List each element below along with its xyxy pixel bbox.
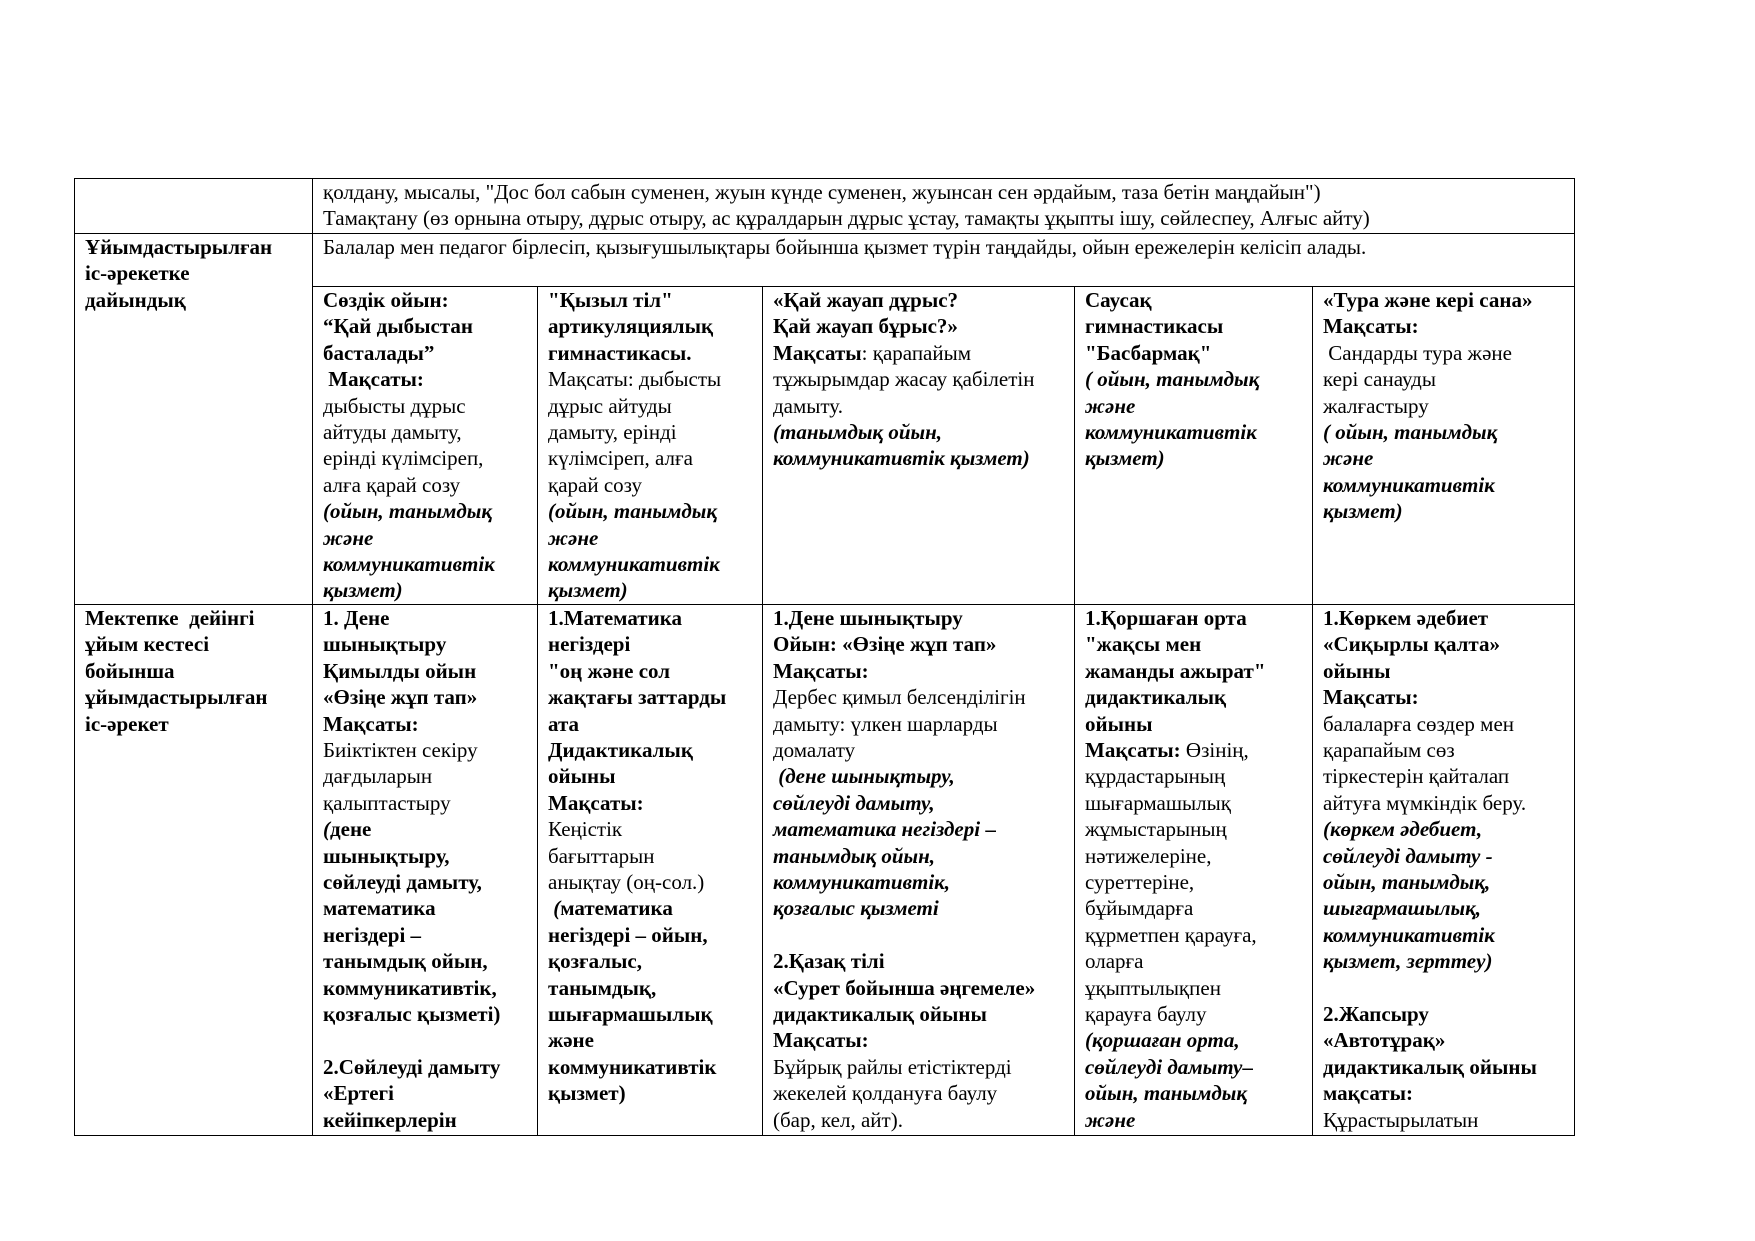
text-line: «Тура және кері сана»: [1323, 288, 1533, 312]
table-row: [75, 234, 1575, 287]
text-line: танымдық ойын,: [323, 949, 488, 974]
text-line: Дербес қимыл белсенділігін: [773, 685, 1026, 710]
text-line: «Сиқырлы қалта»: [1323, 632, 1500, 657]
text-line: (ойын, танымдық: [323, 499, 492, 524]
text-line: қозғалыс қызметі): [323, 1001, 501, 1026]
text-line: жақтағы заттарды: [548, 685, 727, 710]
prep-cell-word-game: [313, 287, 538, 605]
text-line: Қимылды ойын: [323, 658, 477, 683]
text-line: дамыту, ерінді: [548, 420, 677, 445]
text-line: "оң және сол: [548, 658, 671, 683]
text-line: артикуляциялық: [548, 314, 714, 339]
text-line: 1.Дене шынықтыру: [773, 605, 963, 630]
text-line: айтуды дамыту,: [323, 420, 462, 445]
text-line: 2.Сөйлеуді дамыту: [323, 1054, 501, 1079]
text-line: қозғалыс,: [548, 949, 643, 974]
text-line: ойын, танымдық: [1085, 1081, 1247, 1106]
text-line: ойыны: [1323, 658, 1391, 683]
text-line: коммуникативтік,: [773, 869, 951, 894]
blank-line: [773, 922, 1066, 948]
text-line: және: [548, 1028, 594, 1053]
text-run: (: [548, 896, 561, 921]
row-label-line: ұйым кестесі: [85, 632, 210, 657]
text-line: Дидактикалық: [548, 737, 693, 762]
text-line: (бар, кел, айт).: [773, 1107, 903, 1132]
text-line: Құрастырылатын: [1323, 1107, 1479, 1132]
row-label-line: Ұйымдастырылған: [85, 235, 273, 259]
text-line: дұрыс айтуды: [548, 393, 672, 418]
text-line: шығармашылық,: [1323, 896, 1481, 921]
text-line: ата: [548, 711, 580, 736]
text-line: Сөздік ойын:: [323, 288, 449, 312]
text-line: коммуникативтік: [323, 552, 495, 577]
text-line: бағыттарын: [548, 843, 655, 868]
text-run: сөйлеуді дамыту: [1085, 1054, 1243, 1079]
text-run: : қарапайым: [861, 340, 972, 365]
text-line: қызмет): [548, 578, 628, 603]
text-line: математика: [323, 896, 436, 921]
row-label-line: іс-әрекетке: [85, 261, 190, 286]
text-line: танымдық ойын,: [773, 843, 935, 868]
text-line: Бұйрық райлы етістіктерді: [773, 1054, 1012, 1079]
text-run: Мақсаты: [773, 340, 862, 365]
text-line: басталады”: [323, 340, 435, 365]
text-line: коммуникативтік: [548, 552, 720, 577]
text-line: (көркем әдебиет,: [1323, 817, 1483, 842]
text-run: Мақсаты:: [1085, 737, 1181, 762]
text-line: сөйлеуді дамыту,: [323, 869, 482, 894]
text-line: ойыны: [548, 764, 616, 789]
text-line: құрдастарының: [1085, 764, 1226, 789]
schedule-cell-monday: [313, 604, 538, 1135]
row-label-schedule: [75, 604, 313, 1135]
text-line: ( ойын, танымдық: [1085, 367, 1260, 392]
text-line: және: [1085, 393, 1136, 418]
text-line: дидактикалық ойыны: [1323, 1054, 1537, 1079]
text-line: Мақсаты: дыбысты: [548, 367, 722, 392]
text-line: еріндi күлімсіреп,: [323, 446, 484, 471]
text-line: қызмет): [1323, 499, 1403, 524]
text-line: Ойын: «Өзіңе жұп тап»: [773, 632, 997, 657]
text-line: сөйлеуді дамыту,: [773, 790, 935, 815]
text-line: коммуникативтік: [1323, 472, 1495, 497]
text-line: нәтижелеріне,: [1085, 843, 1212, 868]
text-line: дидактикалық ойыны: [773, 1001, 987, 1026]
prep-cell-red-tongue: [538, 287, 763, 605]
text-line: 1.Көркем әдебиет: [1323, 605, 1489, 630]
schedule-cell-wednesday: [763, 604, 1075, 1135]
text-line: және: [1085, 1107, 1136, 1132]
text-line: «Өзіңе жұп тап»: [323, 685, 478, 710]
text-run: математика негіздері: [773, 817, 981, 842]
text-line: күлімсіреп, алға: [548, 446, 693, 471]
text-line: 1.Қоршаған орта: [1085, 605, 1247, 630]
text-line: “Қай дыбыстан: [323, 314, 473, 339]
text-line: танымдық,: [548, 975, 657, 1000]
text-line: шынықтыру,: [323, 843, 450, 868]
text-run: –: [980, 817, 996, 842]
text-line: «Сурет бойынша әңгемеле»: [773, 975, 1036, 1000]
text-line: дидактикалық: [1085, 685, 1227, 710]
text-line: Мақсаты:: [773, 658, 869, 683]
text-line: кейіпкерлерін: [323, 1107, 457, 1132]
hygiene-cell: [313, 179, 1575, 234]
text-line: «Қай жауап дұрыс?: [773, 288, 959, 312]
text-line: мақсаты:: [1323, 1081, 1413, 1106]
text-line: коммуникативтік қызмет): [773, 446, 1030, 471]
text-line: тұжырымдар жасау қабілетін: [773, 367, 1035, 392]
text-line: негіздері –: [323, 922, 422, 947]
text-line: дамыту: үлкен шарларды: [773, 711, 998, 736]
text-line: кері санауды: [1323, 367, 1436, 392]
text-line: гимнастикасы.: [548, 340, 692, 365]
text-line: негіздері – ойын,: [548, 922, 708, 947]
text-line: "жақсы мен: [1085, 632, 1202, 657]
text-line: 1. Дене: [323, 605, 390, 630]
text-line: ойын, танымдық,: [1323, 869, 1491, 894]
text-line: шынықтыру: [323, 632, 447, 657]
text-line: қызмет, зерттеу): [1323, 949, 1493, 974]
text-line: дамыту.: [773, 393, 843, 418]
text-line: жаманды ажырат": [1085, 658, 1266, 683]
prep-cell-finger-gym: [1075, 287, 1313, 605]
text-run: дене: [330, 817, 372, 842]
text-line: Мақсаты:: [323, 711, 419, 736]
text-line: қызмет): [323, 578, 403, 603]
text-line: Саусақ: [1085, 288, 1152, 312]
text-run: Өзінің,: [1180, 737, 1249, 762]
text-line: 1.Математика: [548, 605, 682, 630]
text-line: балаларға сөздер мен: [1323, 711, 1514, 736]
text-line: коммуникативтік: [1085, 420, 1257, 445]
blank-line: [1323, 975, 1566, 1001]
text-line: негіздері: [548, 632, 631, 657]
text-line: қозғалыс қызметі: [773, 896, 939, 921]
text-line: коммуникативтік: [548, 1054, 717, 1079]
text-line: шығармашылық: [548, 1001, 713, 1026]
text-line: (танымдық ойын,: [773, 420, 942, 445]
text-line: суреттеріне,: [1085, 869, 1195, 894]
text-line: 2.Қазақ тілі: [773, 949, 885, 974]
text-line: "Қызыл тіл": [548, 288, 673, 312]
text-line: қызмет): [548, 1081, 626, 1106]
text-line: (дене шынықтыру,: [773, 764, 955, 789]
text-line: ойыны: [1085, 711, 1153, 736]
text-line: Биіктіктен секіру: [323, 737, 478, 762]
text-line: «Ертегі: [323, 1081, 394, 1106]
text-line: 2.Жапсыру: [1323, 1001, 1429, 1026]
text-run: математика: [560, 896, 673, 921]
text-line: қарапайым сөз: [1323, 737, 1455, 762]
table-row: [75, 179, 1575, 234]
text-line: ( ойын, танымдық: [1323, 420, 1498, 445]
text-line: және: [1323, 446, 1374, 471]
row-label-line: бойынша: [85, 658, 175, 683]
row-label-line: дайындық: [85, 287, 186, 312]
text-line: коммуникативтік: [1323, 922, 1495, 947]
text-line: қалыптастыру: [323, 790, 451, 815]
text-line: Сандарды тура және: [1323, 340, 1512, 365]
text-line: жекелей қолдануға баулу: [773, 1081, 998, 1106]
text-line: Мақсаты:: [1323, 685, 1419, 710]
text-line: бұйымдарға: [1085, 896, 1194, 921]
prep-intro-cell: [313, 234, 1575, 287]
text-line: Мақсаты:: [1323, 314, 1419, 339]
row-label-line: іс-әрекет: [85, 711, 169, 736]
schedule-cell-thursday: [1075, 604, 1313, 1135]
text-line: алға қарай созу: [323, 472, 461, 497]
text-line: Мақсаты:: [773, 1028, 869, 1053]
text-line: қарауға баулу: [1085, 1001, 1207, 1026]
schedule-cell-friday: [1313, 604, 1575, 1135]
text-line: қолдану, мысалы, "Дос бол сабын суменен, жуын күнде суменен, жуынсан сен әрдайым, таза бетін маңдайын"): [323, 180, 1321, 204]
text-line: және: [548, 525, 599, 550]
text-line: құрметпен қарауға,: [1085, 922, 1257, 947]
text-line: оларға: [1085, 949, 1144, 974]
text-line: және: [323, 525, 374, 550]
text-line: домалату: [773, 737, 856, 762]
text-line: айтуға мүмкіндік беру.: [1323, 790, 1527, 815]
row-label-line: Мектепке дейінгі: [85, 605, 255, 630]
text-run: (: [323, 817, 330, 842]
text-line: Қай жауап бұрыс?»: [773, 314, 958, 339]
text-line: Мақсаты:: [323, 367, 424, 392]
text-line: (қоршаған орта,: [1085, 1028, 1240, 1053]
text-line: анықтау (оң-сол.): [548, 869, 705, 894]
text-line: Мақсаты:: [548, 790, 644, 815]
text-line: гимнастикасы: [1085, 314, 1224, 339]
table-row: [75, 604, 1575, 1135]
text-line: шығармашылық: [1085, 790, 1231, 815]
prep-intro-text: Балалар мен педагог бірлесіп, қызығушылықтары бойынша қызмет түрін таңдайды, ойын ережелерін келісіп алады.: [323, 235, 1367, 259]
text-line: Кеңістік: [548, 817, 623, 842]
text-line: жалғастыру: [1323, 393, 1429, 418]
lesson-plan-table: [74, 178, 1575, 1136]
text-line: «Автотұрақ»: [1323, 1028, 1446, 1053]
text-line: ұқыптылықпен: [1085, 975, 1221, 1000]
text-line: (ойын, танымдық: [548, 499, 717, 524]
schedule-cell-tuesday: [538, 604, 763, 1135]
text-line: қарай созу: [548, 472, 643, 497]
text-line: сөйлеуді дамыту -: [1323, 843, 1493, 868]
text-run: –: [1242, 1054, 1253, 1079]
prep-cell-counting: [1313, 287, 1575, 605]
text-line: тіркестерін қайталап: [1323, 764, 1510, 789]
text-line: жұмыстарының: [1085, 817, 1227, 842]
text-line: "Басбармақ": [1085, 340, 1212, 365]
text-line: дағдыларын: [323, 764, 433, 789]
text-line: қызмет): [1085, 446, 1165, 471]
text-line: коммуникативтік,: [323, 975, 497, 1000]
prep-cell-which-answer: [763, 287, 1075, 605]
blank-line: [323, 1027, 529, 1053]
row-label-empty: [75, 179, 313, 234]
text-line: дыбысты дұрыс: [323, 393, 466, 418]
row-label-line: ұйымдастырылған: [85, 685, 268, 710]
row-label-prep: [75, 234, 313, 605]
text-line: Тамақтану (өз орнына отыру, дұрыс отыру, ас құралдарын дұрыс ұстау, тамақты ұқыпты ішу, сөйлеспеу, Алғыс айту): [323, 206, 1370, 231]
